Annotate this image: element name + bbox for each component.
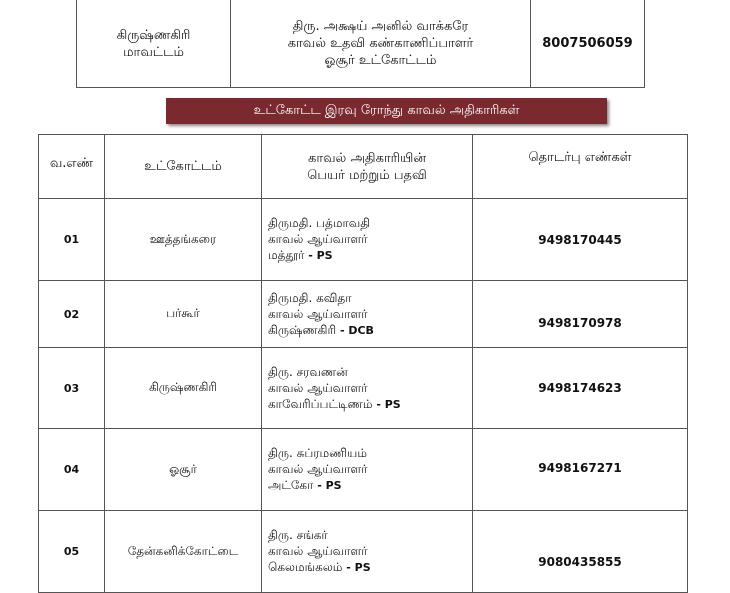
- row-subdivision: கிருஷ்ணகிரி: [105, 348, 262, 429]
- header-sn: வ.எண்: [39, 135, 105, 199]
- station-name: மத்தூர்: [268, 248, 305, 262]
- officer-name: திருமதி. பத்மாவதி: [268, 216, 371, 230]
- officer-station: [268, 396, 472, 413]
- officer-rank: காவல் உதவி கண்காணிப்பாளர்: [287, 36, 474, 51]
- row-subdivision: ஊத்தங்கரை: [105, 199, 262, 281]
- officer-rank: காவல் ஆய்வாளர்: [268, 306, 368, 321]
- station-suffix: - DCB: [336, 323, 374, 337]
- row-sn: 01: [39, 199, 105, 281]
- header-officer-line1: காவல் அதிகாரியின்: [308, 150, 426, 166]
- row-sn: 05: [39, 511, 105, 593]
- officer-name: திரு. சுப்ரமணியம்: [268, 446, 367, 460]
- row-subdivision: தேன்கனிக்கோட்டை: [105, 511, 262, 593]
- officer-station: [268, 322, 472, 339]
- table-row: [39, 429, 688, 511]
- table-header-row: [39, 135, 688, 199]
- officer-station: [268, 477, 472, 494]
- station-name: அட்கோ: [268, 478, 314, 492]
- table-row: [39, 281, 688, 348]
- header-officer: [262, 135, 473, 199]
- station-suffix: - PS: [313, 479, 342, 492]
- officer-name: திரு. சங்கர்: [268, 528, 328, 542]
- header-contact: தொடர்பு எண்கள்: [473, 135, 688, 199]
- station-suffix: - PS: [342, 561, 371, 574]
- officer-name: திரு. அக்ஷய் அனில் வாக்கரே: [292, 19, 469, 34]
- officer-station: [268, 247, 472, 264]
- row-subdivision: ஓசூர்: [105, 429, 262, 511]
- district-name: கிருஷ்ணகிரி: [116, 27, 191, 43]
- officer-name: திருமதி. கவிதா: [268, 290, 352, 305]
- officer-rank: காவல் ஆய்வாளர்: [268, 380, 368, 395]
- table-row: [39, 199, 688, 281]
- row-phone: 9080435855: [473, 511, 688, 593]
- row-sn: 04: [39, 429, 105, 511]
- top-officer-table: [76, 0, 645, 88]
- row-officer: [262, 429, 473, 511]
- row-officer: [262, 199, 473, 281]
- officer-subdivision: ஓசூர் உட்கோட்டம்: [324, 53, 437, 68]
- officer-rank: காவல் ஆய்வாளர்: [268, 232, 368, 246]
- table-row: [39, 511, 688, 593]
- row-phone: 9498167271: [473, 429, 688, 511]
- officer-cell: [231, 0, 531, 88]
- row-officer: [262, 348, 473, 429]
- header-officer-line2: பெயர் மற்றும் பதவி: [307, 167, 427, 183]
- row-phone: 9498170445: [473, 199, 688, 281]
- row-officer: [262, 281, 473, 348]
- row-subdivision: பர்கூர்: [105, 281, 262, 348]
- district-label: மாவட்டம்: [123, 44, 184, 60]
- section-banner: உட்கோட்ட இரவு ரோந்து காவல் அதிகாரிகள்: [166, 98, 607, 124]
- officer-rank: காவல் ஆய்வாளர்: [268, 544, 368, 558]
- station-name: கெலமங்கலம்: [268, 560, 343, 574]
- row-phone: 9498170978: [473, 281, 688, 348]
- officer-phone: 8007506059: [531, 0, 645, 88]
- district-cell: [77, 0, 231, 88]
- officer-name: திரு. சரவணன்: [268, 364, 348, 379]
- table-row: [39, 348, 688, 429]
- header-subdivision: உட்கோட்டம்: [105, 135, 262, 199]
- row-sn: 02: [39, 281, 105, 348]
- station-suffix: - PS: [304, 249, 333, 262]
- row-phone: 9498174623: [473, 348, 688, 429]
- station-suffix: - PS: [372, 397, 401, 411]
- officer-rank: காவல் ஆய்வாளர்: [268, 462, 368, 476]
- row-sn: 03: [39, 348, 105, 429]
- table-body: [39, 199, 688, 593]
- station-name: கிருஷ்ணகிரி: [268, 322, 337, 337]
- table-row: [77, 0, 645, 88]
- row-officer: [262, 511, 473, 593]
- officer-station: [268, 559, 472, 576]
- station-name: காவேரிப்பட்டிணம்: [268, 396, 373, 411]
- patrol-officers-table: [38, 134, 688, 593]
